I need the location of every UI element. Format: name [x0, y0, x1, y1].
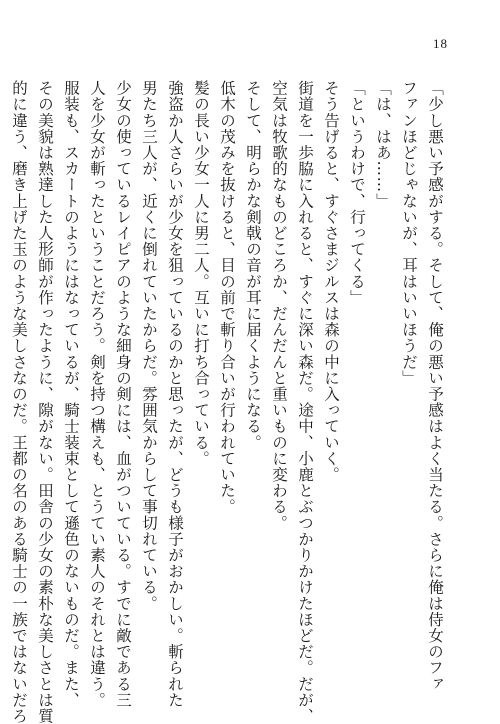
text-line: ファンほどじゃないが、耳はいいほうだ」 [400, 80, 418, 386]
text-line: その美貌は熟達した人形師が作ったように、隙がない。田舎の少女の素朴な美しさとは質 [36, 80, 54, 724]
text-line: そう告げると、すぐさまジルスは森の中に入っていく。 [322, 80, 340, 483]
text-line: 「というわけで、行ってくる」 [348, 80, 366, 306]
text-line: 人を少女が斬ったということだろう。剣を持つ構えも、とうてい素人のそれとは違う。 [88, 80, 106, 708]
text-line: 的に違う、磨き上げた玉のような美しさなのだ。王都の名のある騎士の一族ではないだろ [10, 80, 28, 724]
text-line: 髪の長い少女一人に男二人。互いに打ち合っている。 [192, 80, 210, 467]
text-line: 低木の茂みを抜けると、目の前で斬り合いが行われていた。 [218, 80, 236, 515]
text-line: 男たち三人が、近くに倒れていたからだ。雰囲気からして事切れている。 [140, 80, 158, 612]
text-line: 「少し悪い予感がする。そして、俺の悪い予感はよく当たる。さらに俺は侍女のファ [426, 80, 444, 692]
text-line: 空気は牧歌的なものどころか、だんだんと重いものに変わる。 [270, 80, 288, 531]
page-number: 18 [433, 36, 448, 51]
text-line: 「は、はあ……」 [374, 80, 392, 209]
text-line: 街道を一歩脇に入れると、すぐに深い森だ。途中、小鹿とぶつかりかけたほどだ。だが、 [296, 80, 314, 724]
body-text [10, 80, 448, 724]
text-line: 強盗か人さらいが少女を狙っているのかと思ったが、どうも様子がおかしい。斬られた [166, 80, 184, 708]
text-line: 少女の使っているレイピアのような細身の剣には、血がついている。すでに敵である三 [114, 80, 132, 708]
text-line: そして、明らかな剣戟の音が耳に届くようになる。 [244, 80, 262, 451]
text-line: 服装も、スカートのようにはなっているが、騎士装束として遜色のないものだ。また、 [62, 80, 80, 708]
